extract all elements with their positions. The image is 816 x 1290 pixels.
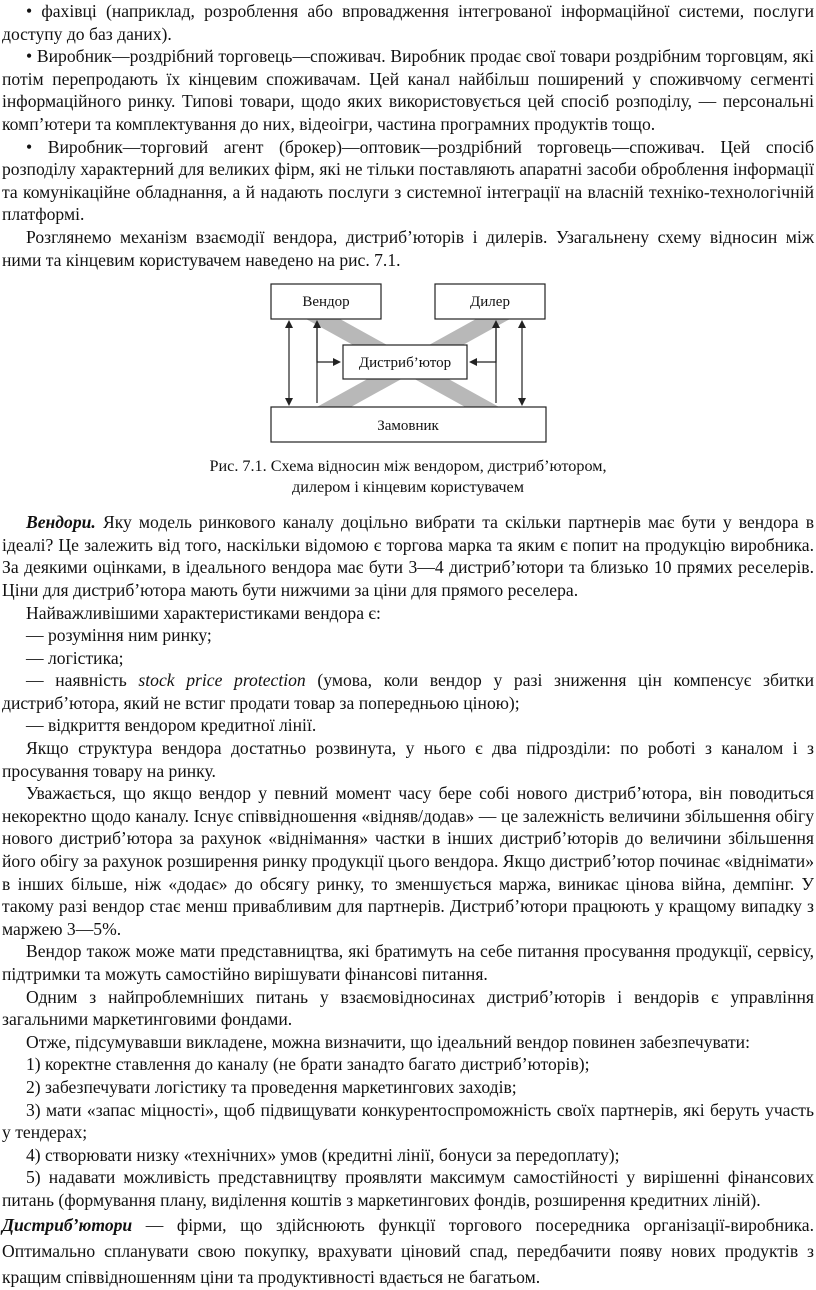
caption-line-2: дилером і кінцевим користувачем	[292, 478, 524, 497]
numbered-item: 4) створювати низку «технічних» умов (кредитні лінії, бонуси за передоплату);	[26, 1144, 620, 1165]
numbered-item: 2) забезпечувати логістику та проведення маркетингових заходів;	[26, 1076, 517, 1097]
list-item-text: — наявність	[26, 670, 139, 691]
vendors-paragraph-4: Уважається, що якщо вендор у певний момент часу бере собі нового дистриб’ютора, він поводиться некоректно щодо каналу. Існує співвідношення «відняв/додав» — це залежність величини збільшення обігу нового дистриб’ютора за рахунок «віднімання» частки в інших дистриб’юторів до величини збільшення його обігу за рахунок розширення ринку продукції цього вендора. Якщо дистриб’ютор починає «віднімати» в інших більше, ніж «додає» до обсягу ринку, то зменшується маржа, виникає цінова війна, демпінг. У такому разі вендор стає менш привабливим для партнерів. Дистриб’ютори працюють у кращому випадку з маржею 3—5%.	[2, 783, 815, 939]
figure-caption	[0, 456, 816, 498]
dealer-label: Дилер	[470, 294, 510, 311]
list-item-italic: stock price protection	[138, 670, 306, 691]
figure-7-1	[0, 283, 816, 511]
customer-label: Замовник	[377, 418, 439, 435]
vendors-paragraph-5: Вендор також може мати представництва, які братимуть на себе питання просування продукції, сервісу, підтримки та можуть самостійно вирішувати фінансові питання.	[2, 941, 814, 984]
intro-paragraph-2: • Виробник—роздрібний торговець—споживач. Виробник продає свої товари роздрібним торговцям, які потім перепродають їх кінцевим споживачам. Цей канал найбільш поширений у споживчому сегменті інформаційного ринку. Типові товари, щодо яких використовується цей спосіб розподілу, — персональні комп’ютери та комплектування до них, відеоігри, частина програмних продуктів тощо.	[2, 46, 814, 134]
distributors-paragraph	[2, 1212, 814, 1290]
list-item-text: (умова, коли вендор у разі зниження цін компенсує збитки дистриб’ютора, який не встиг продати товар за попередньою ціною);	[2, 670, 814, 713]
list-item: — розуміння ним ринку;	[26, 625, 212, 646]
numbered-item: 5) надавати можливість представництву проявляти максимум самостійності у вирішенні фінансових питань (формування плану, виділення коштів з маркетингових фондів, розширення кредитних ліній).	[2, 1167, 814, 1210]
vendors-paragraph-6: Одним з найпроблемніших питань у взаємовідносинах дистриб’юторів і вендорів є управління загальними маркетинговими фондами.	[2, 986, 814, 1030]
distributor-label: Дистриб’ютор	[358, 355, 452, 372]
intro-paragraph-4: Розглянемо механізм взаємодії вендора, дистриб’юторів і дилерів. Узагальнену схему відносин між ними та кінцевим користувачем наведено на рис. 7.1.	[2, 226, 814, 270]
vendors-heading: Вендори.	[26, 512, 96, 533]
list-item: — логістика;	[26, 647, 124, 668]
numbered-item: 3) мати «запас міцності», щоб підвищувати конкурентоспроможність своїх партнерів, які беруть участь у тендерах;	[2, 1099, 814, 1143]
numbered-item: 1) коректне ставлення до каналу (не брати занадто багато дистриб’юторів);	[26, 1054, 590, 1075]
caption-line-1: Рис. 7.1. Схема відносин між вендором, дистриб’ютором,	[209, 457, 607, 476]
vendors-paragraph-1	[2, 511, 814, 601]
vendors-paragraph-7: Отже, підсумувавши викладене, можна визначити, що ідеальний вендор повинен забезпечувати:	[26, 1031, 750, 1052]
distributors-heading: Дистриб’ютори	[2, 1214, 133, 1235]
list-item	[2, 669, 814, 714]
intro-paragraph-1: • фахівці (наприклад, розроблення або впровадження інтегрованої інформаційної системи, послуги доступу до баз даних).	[2, 1, 814, 44]
vendors-paragraph-3: Якщо структура вендора достатньо розвинута, у нього є два підрозділи: по роботі з каналом і з просування товару на ринку.	[2, 738, 814, 781]
distributors-paragraph-text: — фірми, що здійснюють функції торгового посередника організації-виробника. Оптимально спланувати свою покупку, врахувати ціновий спад, передбачити появу нових продуктів з кращим співвідношенням ціни та продуктивності вдається не багатьом.	[2, 1214, 814, 1287]
vendors-paragraph-2: Найважливішими характеристиками вендора є:	[26, 602, 381, 623]
intro-section	[0, 0, 816, 271]
vendor-label: Вендор	[302, 294, 350, 311]
vendors-paragraph-1-text: Яку модель ринкового каналу доцільно вибрати та скільки партнерів має бути у вендора в ідеалі? Це залежить від того, наскільки відомою є торгова марка та яким є попит на продукцію виробника. За деякими оцінками, в ідеального вендора має бути 3—4 дистриб’ютори та близько 10 прямих реселерів. Ціни для дистриб’ютора мають бути нижчими за ціни для прямого реселера.	[2, 512, 814, 600]
list-item: — відкриття вендором кредитної лінії.	[26, 715, 317, 736]
intro-paragraph-3: • Виробник—торговий агент (брокер)—оптовик—роздрібний торговець—споживач. Цей спосіб розподілу характерний для великих фірм, які не тільки поставляють апаратні засоби оброблення інформації та комунікаційне обладнання, а й надають послуги з системної інтеграції на власній техніко-технологічній платформі.	[2, 136, 814, 225]
vendors-section	[0, 511, 816, 1289]
